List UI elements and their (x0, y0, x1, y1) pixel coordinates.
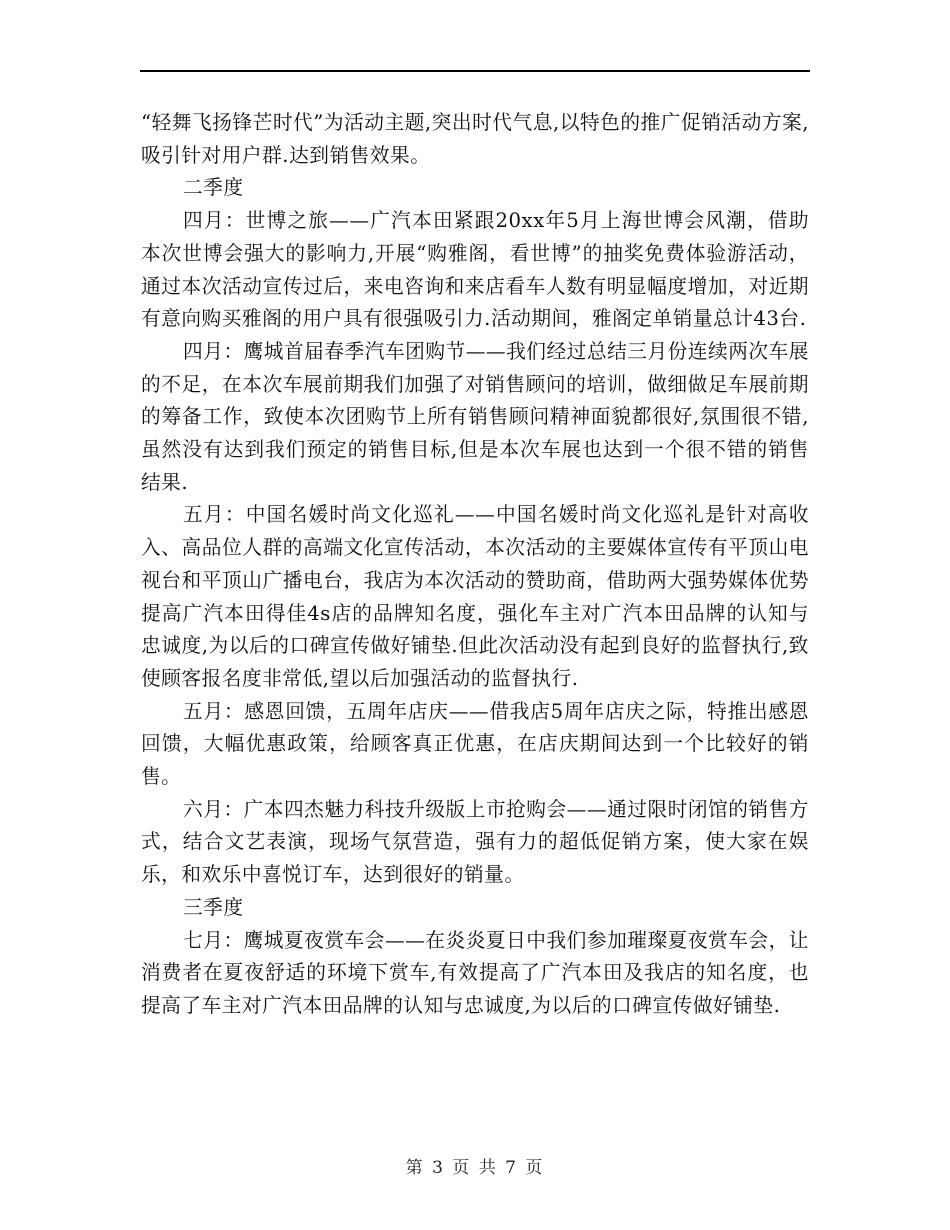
paragraph-may-anniversary: 五月：感恩回馈，五周年店庆——借我店5周年店庆之际，特推出感恩回馈，大幅优惠政策，给顾客真正优惠，在店庆期间达到一个比较好的销售。 (141, 699, 809, 789)
section-heading-q3: 三季度 (183, 895, 244, 919)
section-heading-q2: 二季度 (183, 176, 244, 200)
page-number-footer: 第 3 页 共 7 页 (405, 1158, 545, 1178)
document-body (141, 107, 809, 1023)
paragraph-intro-continued: “轻舞飞扬锋芒时代”为活动主题,突出时代气息,以特色的推广促销活动方案,吸引针对用户群.达到销售效果。 (141, 111, 809, 167)
header-rule (140, 70, 810, 72)
paragraph-april-group-buy: 四月：鹰城首届春季汽车团购节——我们经过总结三月份连续两次车展的不足，在本次车展前期我们加强了对销售顾问的培训，做细做足车展前期的筹备工作，致使本次团购节上所有销售顾问精神面貌都很好,氛围很不错,虽然没有达到我们预定的销售目标,但是本次车展也达到一个很不错的销售结果. (141, 339, 809, 494)
paragraph-july-night-show: 七月：鹰城夏夜赏车会——在炎炎夏日中我们参加璀璨夏夜赏车会，让消费者在夏夜舒适的环境下赏车,有效提高了广汽本田及我店的知名度，也提高了车主对广汽本田品牌的认知与忠诚度,为以后的口碑宣传做好铺垫. (141, 928, 809, 1017)
paragraph-june-launch: 六月：广本四杰魅力科技升级版上市抢购会——通过限时闭馆的销售方式，结合文艺表演，现场气氛营造，强有力的超低促销方案，使大家在娱乐，和欢乐中喜悦订车，达到很好的销量。 (141, 797, 809, 887)
paragraph-april-expo: 四月：世博之旅——广汽本田紧跟20xx年5月上海世博会风潮，借助本次世博会强大的影响力,开展“购雅阁，看世博”的抽奖免费体验游活动，通过本次活动宣传过后，来电咨询和来店看车人数有明显幅度增加，对近期有意向购买雅阁的用户具有很强吸引力.活动期间，雅阁定单销量总计43台. (141, 209, 809, 331)
paragraph-may-culture-tour: 五月：中国名媛时尚文化巡礼——中国名媛时尚文化巡礼是针对高收入、高品位人群的高端文化宣传活动，本次活动的主要媒体宣传有平顶山电视台和平顶山广播电台，我店为本次活动的赞助商，借助两大强势媒体优势提高广汽本田得佳4s店的品牌知名度，强化车主对广汽本田品牌的认知与忠诚度,为以后的口碑宣传做好铺垫.但此次活动没有起到良好的监督执行,致使顾客报名度非常低,望以后加强活动的监督执行. (141, 503, 809, 690)
